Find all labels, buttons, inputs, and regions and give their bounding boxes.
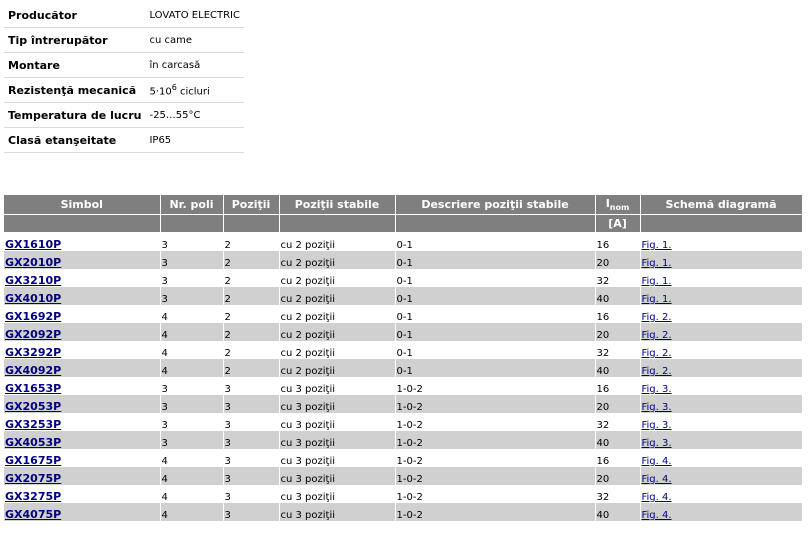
diagram-cell — [640, 287, 802, 305]
product-symbol-link[interactable]: GX3292P — [5, 346, 62, 359]
positions-cell: 3 — [223, 413, 279, 431]
product-symbol-link[interactable]: GX4053P — [5, 436, 62, 449]
stable-positions-cell: cu 3 poziţii — [279, 395, 395, 413]
positions-cell: 2 — [223, 323, 279, 341]
spec-label: Temperatura de lucru — [4, 103, 145, 128]
description-cell: 0-1 — [395, 233, 595, 252]
spec-value-base: 5·10 — [149, 86, 172, 98]
diagram-cell — [640, 485, 802, 503]
symbol-cell — [4, 251, 160, 269]
table-row — [4, 467, 802, 485]
symbol-cell — [4, 467, 160, 485]
diagram-link[interactable]: Fig. 1. — [641, 240, 672, 251]
table-row — [4, 413, 802, 431]
table-row — [4, 233, 802, 252]
spec-value-exponent: 6 — [171, 82, 177, 92]
diagram-cell — [640, 377, 802, 395]
stable-positions-cell: cu 2 poziţii — [279, 359, 395, 377]
positions-cell: 2 — [223, 359, 279, 377]
description-cell: 0-1 — [395, 287, 595, 305]
description-cell: 0-1 — [395, 323, 595, 341]
col-header-diagram: Schemă diagramă — [640, 195, 802, 215]
positions-cell: 2 — [223, 287, 279, 305]
table-row — [4, 485, 802, 503]
table-row — [4, 359, 802, 377]
spec-row-temperature — [4, 103, 244, 128]
col-header-stable-positions: Poziţii stabile — [279, 195, 395, 215]
diagram-link[interactable]: Fig. 3. — [641, 438, 672, 449]
diagram-link[interactable]: Fig. 4. — [641, 510, 672, 521]
diagram-link[interactable]: Fig. 2. — [641, 330, 672, 341]
poles-cell: 3 — [160, 251, 223, 269]
inom-subscript: nom — [609, 203, 630, 213]
inom-cell: 32 — [595, 341, 640, 359]
symbol-cell — [4, 287, 160, 305]
table-row — [4, 287, 802, 305]
positions-cell: 2 — [223, 269, 279, 287]
poles-cell: 4 — [160, 503, 223, 521]
inom-symbol: I — [605, 196, 610, 210]
symbol-cell — [4, 305, 160, 323]
table-header-row — [4, 195, 802, 215]
table-row — [4, 269, 802, 287]
col-header-positions: Poziţii — [223, 195, 279, 215]
diagram-cell — [640, 341, 802, 359]
positions-cell: 3 — [223, 395, 279, 413]
poles-cell: 3 — [160, 269, 223, 287]
positions-cell: 3 — [223, 449, 279, 467]
spec-label: Montare — [4, 53, 145, 78]
poles-cell: 3 — [160, 233, 223, 252]
inom-cell: 32 — [595, 485, 640, 503]
description-cell: 0-1 — [395, 305, 595, 323]
inom-cell: 20 — [595, 323, 640, 341]
poles-cell: 3 — [160, 431, 223, 449]
diagram-link[interactable]: Fig. 3. — [641, 384, 672, 395]
diagram-link[interactable]: Fig. 1. — [641, 294, 672, 305]
product-symbol-link[interactable]: GX4092P — [5, 364, 62, 377]
symbol-cell — [4, 323, 160, 341]
stable-positions-cell: cu 3 poziţii — [279, 377, 395, 395]
symbol-cell — [4, 413, 160, 431]
stable-positions-cell: cu 2 poziţii — [279, 287, 395, 305]
description-cell: 0-1 — [395, 251, 595, 269]
table-unit-row — [4, 215, 802, 233]
spec-value: -25…55°C — [145, 103, 244, 128]
symbol-cell — [4, 503, 160, 521]
description-cell: 0-1 — [395, 359, 595, 377]
description-cell: 1-0-2 — [395, 377, 595, 395]
table-row — [4, 305, 802, 323]
spec-row-producer — [4, 3, 244, 28]
stable-positions-cell: cu 2 poziţii — [279, 323, 395, 341]
diagram-cell — [640, 359, 802, 377]
diagram-cell — [640, 233, 802, 252]
spec-row-mounting — [4, 53, 244, 78]
symbol-cell — [4, 269, 160, 287]
inom-cell: 20 — [595, 251, 640, 269]
poles-cell: 3 — [160, 287, 223, 305]
inom-cell: 20 — [595, 467, 640, 485]
spec-value — [145, 78, 244, 103]
spec-label: Producător — [4, 3, 145, 28]
product-symbol-link[interactable]: GX2075P — [5, 472, 62, 485]
description-cell: 1-0-2 — [395, 503, 595, 521]
unit-cell-empty — [160, 215, 223, 233]
specs-table — [4, 3, 244, 153]
spec-row-switch-type — [4, 28, 244, 53]
inom-cell: 20 — [595, 395, 640, 413]
diagram-link[interactable]: Fig. 3. — [641, 420, 672, 431]
diagram-cell — [640, 413, 802, 431]
unit-cell-empty — [4, 215, 160, 233]
description-cell: 1-0-2 — [395, 485, 595, 503]
product-symbol-link[interactable]: GX2092P — [5, 328, 62, 341]
symbol-cell — [4, 233, 160, 252]
table-row — [4, 449, 802, 467]
inom-cell: 40 — [595, 503, 640, 521]
poles-cell: 4 — [160, 305, 223, 323]
inom-cell: 16 — [595, 305, 640, 323]
symbol-cell — [4, 341, 160, 359]
poles-cell: 3 — [160, 377, 223, 395]
positions-cell: 3 — [223, 377, 279, 395]
product-symbol-link[interactable]: GX1692P — [5, 310, 62, 323]
table-row — [4, 431, 802, 449]
spec-value-unit: cicluri — [176, 86, 210, 98]
diagram-link[interactable]: Fig. 4. — [641, 474, 672, 485]
product-symbol-link[interactable]: GX1610P — [5, 238, 62, 251]
diagram-cell — [640, 431, 802, 449]
stable-positions-cell: cu 3 poziţii — [279, 449, 395, 467]
product-symbol-link[interactable]: GX1653P — [5, 382, 62, 395]
diagram-cell — [640, 503, 802, 521]
spec-label: Rezistenţă mecanică — [4, 78, 145, 103]
poles-cell: 4 — [160, 449, 223, 467]
poles-cell: 4 — [160, 359, 223, 377]
spec-value: în carcasă — [145, 53, 244, 78]
diagram-link[interactable]: Fig. 1. — [641, 258, 672, 269]
stable-positions-cell: cu 3 poziţii — [279, 431, 395, 449]
table-row — [4, 377, 802, 395]
symbol-cell — [4, 395, 160, 413]
product-symbol-link[interactable]: GX2010P — [5, 256, 62, 269]
table-row — [4, 341, 802, 359]
inom-cell: 32 — [595, 413, 640, 431]
product-symbol-link[interactable]: GX3210P — [5, 274, 62, 287]
inom-cell: 16 — [595, 449, 640, 467]
poles-cell: 4 — [160, 341, 223, 359]
symbol-cell — [4, 449, 160, 467]
inom-cell: 40 — [595, 287, 640, 305]
product-symbol-link[interactable]: GX3275P — [5, 490, 62, 503]
stable-positions-cell: cu 3 poziţii — [279, 467, 395, 485]
diagram-link[interactable]: Fig. 2. — [641, 312, 672, 323]
inom-cell: 16 — [595, 377, 640, 395]
positions-cell: 2 — [223, 251, 279, 269]
spec-label: Tip întrerupător — [4, 28, 145, 53]
diagram-cell — [640, 467, 802, 485]
col-header-inom — [595, 195, 640, 215]
positions-cell: 3 — [223, 485, 279, 503]
spec-value: cu came — [145, 28, 244, 53]
table-row — [4, 395, 802, 413]
stable-positions-cell: cu 3 poziţii — [279, 503, 395, 521]
stable-positions-cell: cu 3 poziţii — [279, 485, 395, 503]
description-cell: 1-0-2 — [395, 431, 595, 449]
description-cell: 0-1 — [395, 269, 595, 287]
inom-cell: 32 — [595, 269, 640, 287]
diagram-cell — [640, 449, 802, 467]
unit-cell-empty — [640, 215, 802, 233]
stable-positions-cell: cu 2 poziţii — [279, 305, 395, 323]
poles-cell: 3 — [160, 395, 223, 413]
symbol-cell — [4, 431, 160, 449]
positions-cell: 3 — [223, 467, 279, 485]
table-row — [4, 503, 802, 521]
product-table — [4, 195, 803, 521]
product-symbol-link[interactable]: GX2053P — [5, 400, 62, 413]
symbol-cell — [4, 359, 160, 377]
stable-positions-cell: cu 3 poziţii — [279, 413, 395, 431]
diagram-cell — [640, 251, 802, 269]
diagram-cell — [640, 305, 802, 323]
inom-unit: [A] — [595, 215, 640, 233]
positions-cell: 2 — [223, 341, 279, 359]
positions-cell: 2 — [223, 233, 279, 252]
stable-positions-cell: cu 2 poziţii — [279, 233, 395, 252]
spec-value: IP65 — [145, 128, 244, 153]
diagram-link[interactable]: Fig. 2. — [641, 348, 672, 359]
diagram-cell — [640, 395, 802, 413]
diagram-link[interactable]: Fig. 3. — [641, 402, 672, 413]
stable-positions-cell: cu 2 poziţii — [279, 341, 395, 359]
table-row — [4, 251, 802, 269]
spec-label: Clasă etanşeitate — [4, 128, 145, 153]
symbol-cell — [4, 485, 160, 503]
col-header-poles: Nr. poli — [160, 195, 223, 215]
unit-cell-empty — [279, 215, 395, 233]
inom-cell: 40 — [595, 431, 640, 449]
inom-cell: 40 — [595, 359, 640, 377]
diagram-link[interactable]: Fig. 1. — [641, 276, 672, 287]
positions-cell: 2 — [223, 305, 279, 323]
col-header-symbol: Simbol — [4, 195, 160, 215]
poles-cell: 3 — [160, 413, 223, 431]
stable-positions-cell: cu 2 poziţii — [279, 269, 395, 287]
description-cell: 1-0-2 — [395, 467, 595, 485]
diagram-link[interactable]: Fig. 4. — [641, 492, 672, 503]
positions-cell: 3 — [223, 503, 279, 521]
spec-row-ip-class — [4, 128, 244, 153]
inom-cell: 16 — [595, 233, 640, 252]
spec-row-mechanical-endurance — [4, 78, 244, 103]
diagram-link[interactable]: Fig. 4. — [641, 456, 672, 467]
symbol-cell — [4, 377, 160, 395]
unit-cell-empty — [395, 215, 595, 233]
poles-cell: 4 — [160, 467, 223, 485]
product-symbol-link[interactable]: GX3253P — [5, 418, 62, 431]
positions-cell: 3 — [223, 431, 279, 449]
description-cell: 0-1 — [395, 341, 595, 359]
stable-positions-cell: cu 2 poziţii — [279, 251, 395, 269]
col-header-description: Descriere poziţii stabile — [395, 195, 595, 215]
product-symbol-link[interactable]: GX4010P — [5, 292, 62, 305]
description-cell: 1-0-2 — [395, 413, 595, 431]
diagram-cell — [640, 269, 802, 287]
product-symbol-link[interactable]: GX4075P — [5, 508, 62, 521]
diagram-link[interactable]: Fig. 2. — [641, 366, 672, 377]
unit-cell-empty — [223, 215, 279, 233]
product-symbol-link[interactable]: GX1675P — [5, 454, 62, 467]
poles-cell: 4 — [160, 323, 223, 341]
poles-cell: 4 — [160, 485, 223, 503]
description-cell: 1-0-2 — [395, 395, 595, 413]
table-row — [4, 323, 802, 341]
spec-value: LOVATO ELECTRIC — [145, 3, 244, 28]
diagram-cell — [640, 323, 802, 341]
description-cell: 1-0-2 — [395, 449, 595, 467]
